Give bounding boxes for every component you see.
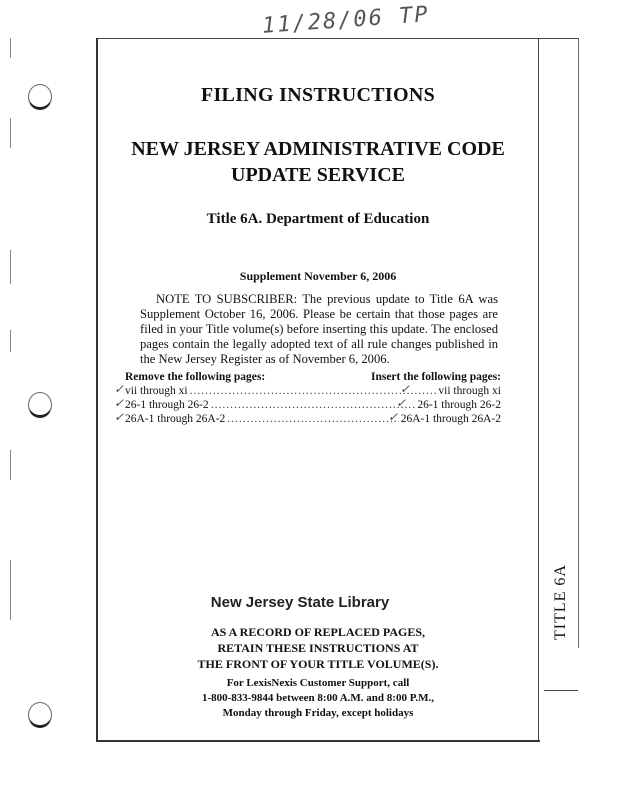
insert-pages: 26A-1 through 26A-2	[400, 413, 501, 425]
customer-support	[100, 676, 536, 721]
title-tab-label: TITLE 6A	[552, 564, 569, 640]
margin-tick	[10, 250, 11, 284]
check-mark-icon: ✓	[396, 396, 407, 410]
pages-table-header	[125, 370, 501, 384]
check-mark-icon: ✓	[114, 396, 125, 410]
margin-tick	[10, 560, 11, 620]
record-line-2: RETAIN THESE INSTRUCTIONS AT	[217, 641, 419, 655]
insert-pages: vii through xi	[438, 385, 501, 397]
leader-dots	[227, 412, 398, 426]
record-instruction	[100, 624, 536, 672]
page-title: FILING INSTRUCTIONS	[200, 84, 436, 106]
frame-top-border	[96, 38, 578, 39]
support-line-2: 1-800-833-9844 between 8:00 A.M. and 8:00 P.M.,	[201, 692, 435, 704]
record-line-3: THE FRONT OF YOUR TITLE VOLUME(S).	[197, 657, 439, 671]
check-mark-icon: ✓	[114, 410, 125, 424]
margin-tick	[10, 450, 11, 480]
subtitle-line-1: NEW JERSEY ADMINISTRATIVE CODE	[131, 138, 505, 160]
library-stamp: New Jersey State Library	[210, 594, 390, 611]
margin-tick	[10, 330, 11, 352]
title-section: Title 6A. Department of Education	[206, 211, 430, 227]
table-row	[125, 398, 501, 412]
punch-hole	[28, 84, 52, 110]
support-line-3: Monday through Friday, except holidays	[222, 707, 414, 719]
subtitle	[100, 136, 536, 188]
table-row	[125, 384, 501, 398]
handwritten-date-note: 11/28/06 TP	[261, 2, 431, 39]
record-line-1: AS A RECORD OF REPLACED PAGES,	[210, 625, 426, 639]
frame-bottom-border	[96, 740, 540, 742]
insert-pages: 26-1 through 26-2	[417, 399, 501, 411]
remove-header: Remove the following pages:	[125, 371, 266, 383]
frame-right-border	[538, 38, 539, 742]
insert-header: Insert the following pages:	[370, 371, 501, 383]
remove-pages: 26-1 through 26-2	[125, 399, 209, 411]
remove-pages: 26A-1 through 26A-2	[125, 413, 226, 425]
supplement-date: Supplement November 6, 2006	[239, 269, 397, 283]
check-mark-icon: ✓	[388, 410, 399, 424]
page-right-edge	[578, 38, 579, 648]
frame-left-border	[96, 38, 98, 742]
punch-hole	[28, 392, 52, 418]
pages-table	[125, 370, 501, 426]
table-row	[125, 412, 501, 426]
margin-tick	[10, 118, 11, 148]
remove-pages: vii through xi	[125, 385, 188, 397]
punch-hole	[28, 702, 52, 728]
check-mark-icon: ✓	[114, 382, 125, 396]
support-line-1: For LexisNexis Customer Support, call	[226, 677, 410, 689]
subtitle-line-2: UPDATE SERVICE	[231, 164, 405, 186]
margin-tick	[10, 38, 11, 58]
leader-dots	[211, 398, 416, 412]
check-mark-icon: ✓	[400, 382, 411, 396]
tab-divider	[544, 690, 578, 691]
subscriber-note: NOTE TO SUBSCRIBER: The previous update to Title 6A was Supplement October 16, 2006. Please be certain that those pages are filed in your Title volume(s) before inserting this update. The enclosed pages contain the legally adopted text of all rule changes published in the New Jersey Register as of November 6, 2006.	[140, 292, 498, 366]
